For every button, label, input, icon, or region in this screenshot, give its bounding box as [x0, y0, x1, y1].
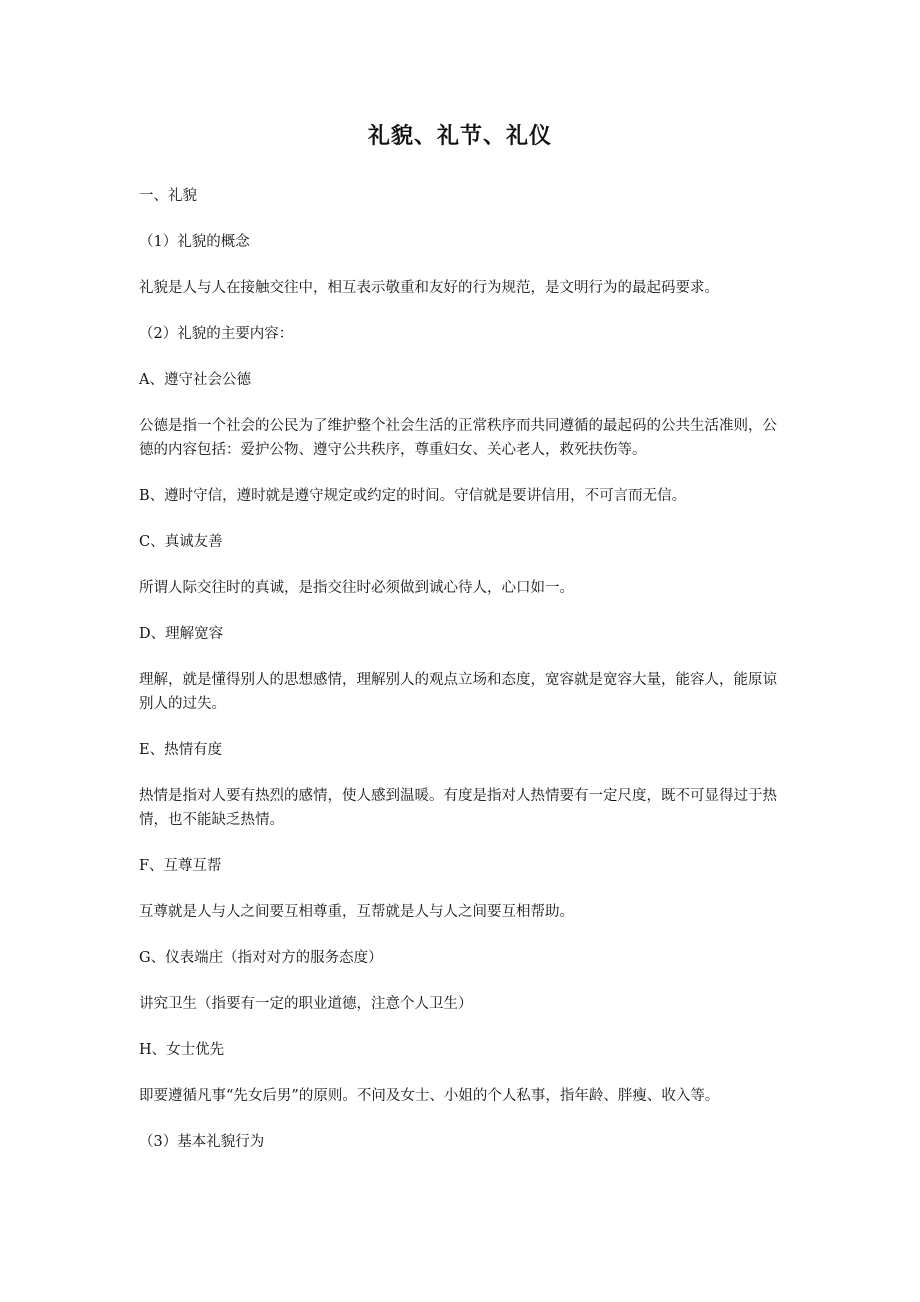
item-heading-f: F、互尊互帮 [139, 858, 222, 874]
paragraph-a: 公德是指一个社会的公民为了维护整个社会生活的正常秩序而共同遵循的最起码的公共生活准则，公德的内容包括：爱护公物、遵守公共秩序，尊重妇女、关心老人，救死扶伤等。 [139, 418, 777, 458]
item-heading-a: A、遵守社会公德 [139, 372, 251, 388]
item-heading-d: D、理解宽容 [139, 626, 224, 642]
document-body [139, 184, 784, 1176]
item-heading-h: H、女士优先 [139, 1042, 225, 1058]
item-heading-c: C、真诚友善 [139, 534, 223, 550]
item-heading-g: G、仪表端庄（指对对方的服务态度） [139, 950, 383, 966]
paragraph-d: 理解，就是懂得别人的思想感情，理解别人的观点立场和态度，宽容就是宽容大量，能容人，能原谅别人的过失。 [139, 672, 777, 712]
paragraph-g: 讲究卫生（指要有一定的职业道德，注意个人卫生） [139, 996, 473, 1012]
item-heading-b: B、遵时守信，遵时就是遵守规定或约定的时间。守信就是要讲信用，不可言而无信。 [139, 488, 687, 504]
paragraph-concept: 礼貌是人与人在接触交往中，相互表示敬重和友好的行为规范，是文明行为的最起码要求。 [139, 280, 719, 296]
subheading-basic-behavior: （3）基本礼貌行为 [139, 1134, 265, 1150]
paragraph-e: 热情是指对人要有热烈的感情，使人感到温暖。有度是指对人热情要有一定尺度，既不可显得过于热情，也不能缺乏热情。 [139, 788, 777, 828]
section-heading-courtesy: 一、礼貌 [139, 188, 197, 204]
paragraph-c: 所谓人际交往时的真诚，是指交往时必须做到诚心待人，心口如一。 [139, 580, 574, 596]
paragraph-h: 即要遵循凡事“先女后男”的原则。不问及女士、小姐的个人私事，指年龄、胖瘦、收入等。 [139, 1088, 720, 1104]
subheading-concept: （1）礼貌的概念 [139, 234, 250, 250]
subheading-main-content: （2）礼貌的主要内容： [139, 326, 294, 342]
paragraph-f: 互尊就是人与人之间要互相尊重，互帮就是人与人之间要互相帮助。 [139, 904, 574, 920]
item-heading-e: E、热情有度 [139, 742, 223, 758]
document-title: 礼貌、礼节、礼仪 [367, 123, 552, 149]
